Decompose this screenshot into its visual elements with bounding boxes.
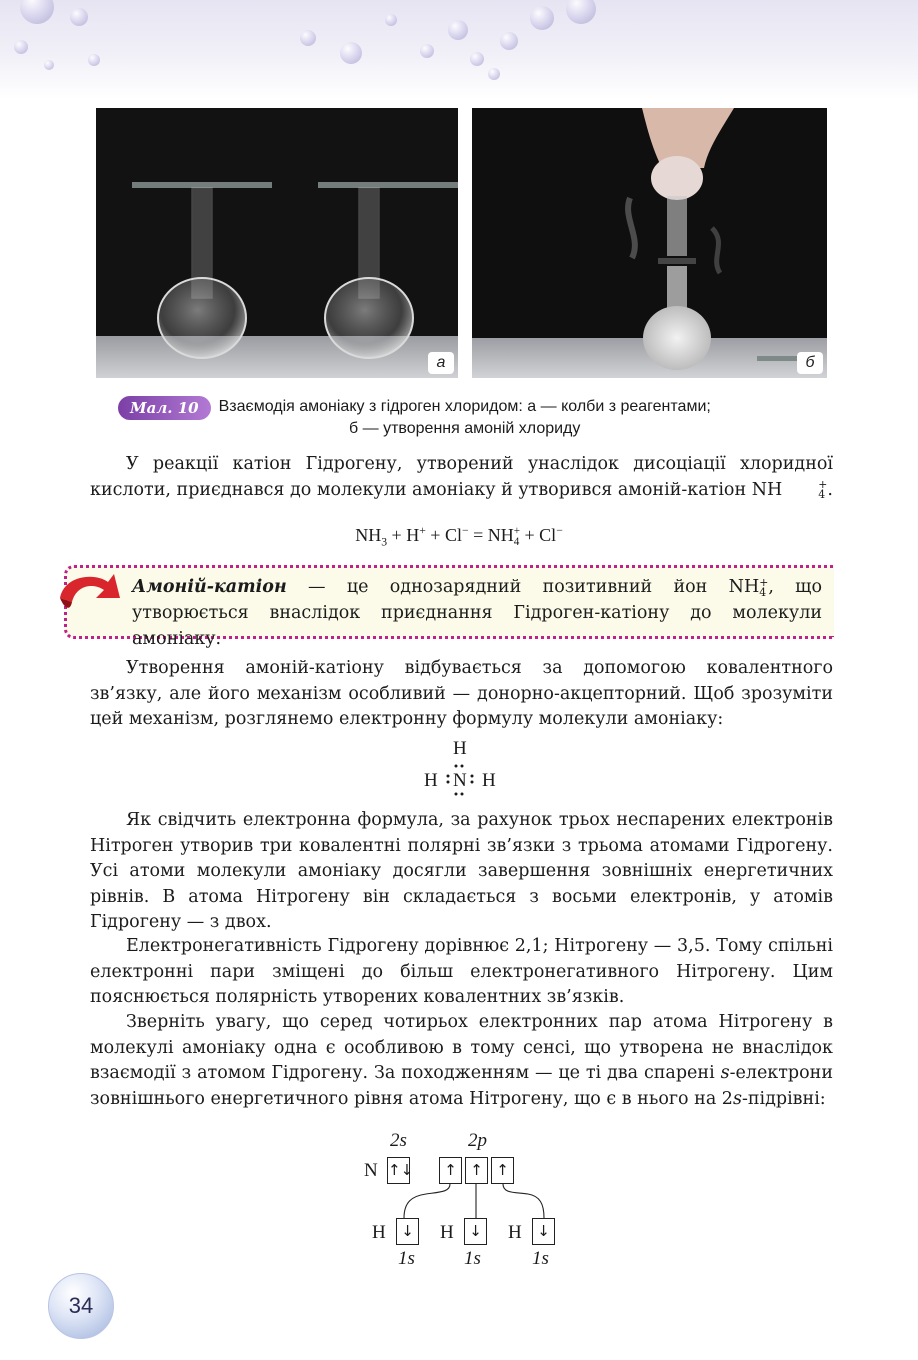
label-1s-1: 1s	[398, 1248, 415, 1269]
label-h-1: H	[372, 1222, 386, 1243]
label-1s-2: 1s	[464, 1248, 481, 1269]
header-decoration	[0, 0, 918, 100]
paragraph-1: У реакції катіон Гідрогену, утворений унаслідок дисоціації хлоридної кислоти, приєднався до молекули амоніаку й утворився амоній-катіон NH + 4 .	[90, 454, 833, 502]
paragraph-3: Як свідчить електронна формула, за рахунок трьох неспарених електронів Нітроген утворив три ковалентні полярні зв’язки з трьома атомами Гідрогену. Усі атоми молекули амоніаку досягли завершення зовнішніх енергетичних рівнів. В атома Нітрогену він складається з восьми електронів, у атомів Гідрогену — з двох.	[90, 810, 833, 933]
figure-tag: Мал. 10	[118, 396, 211, 420]
cell-h-3: ↓	[532, 1218, 555, 1245]
formula-nh4: NH + 4	[751, 478, 828, 502]
label-2p: 2p	[468, 1130, 487, 1151]
lewis-n: N	[453, 770, 467, 791]
cell-h-2: ↓	[464, 1218, 487, 1245]
lewis-h-right: H	[482, 770, 496, 791]
paragraph-5: Зверніть увагу, що серед чотирьох електронних пар атома Нітрогену в молекулі амоніаку одна є особливою в тому сенсі, що утворена не внаслідок взаємодії з атомом Гідрогену. За походженням — це ті два спарені s-електрони зовнішнього енергетичного рівня атома Нітрогену, що є в нього на 2s-підрівні:	[90, 1012, 833, 1109]
caption-text	[219, 396, 711, 440]
cell-2p-2: ↑	[465, 1157, 488, 1184]
photo-ammonium-chloride-formation	[472, 108, 827, 378]
photo-a-label: а	[428, 352, 454, 374]
page-number: 34	[48, 1273, 114, 1339]
paragraph-4: Електронегативність Гідрогену дорівнює 2,1; Нітрогену — 3,5. Тому спільні електронні пари зміщені до більш електронегативного Нітрогену. Цим пояснюється полярність утворених ковалентних зв’язків.	[90, 936, 833, 1008]
lewis-structure-ammonia	[420, 738, 500, 798]
cell-2p-1: ↑	[439, 1157, 462, 1184]
label-1s-3: 1s	[532, 1248, 549, 1269]
label-2s: 2s	[390, 1130, 407, 1151]
arrow-icon	[54, 568, 124, 618]
caption-line-1: Взаємодія амоніаку з гідроген хлоридом: а — колби з реагентами;	[218, 398, 711, 415]
lewis-h-left: H	[424, 770, 438, 791]
cell-2p-3: ↑	[491, 1157, 514, 1184]
cell-2s: ↑↓	[387, 1157, 410, 1184]
label-n: N	[364, 1160, 378, 1181]
figure-caption	[118, 396, 838, 440]
reaction-equation: $NH_3 + H^+ + Cl^-$ = NH + 4 + Cl−	[355, 524, 563, 549]
photo-flasks-with-reagents	[96, 108, 458, 378]
orbital-diagram	[356, 1128, 576, 1270]
definition-term: Амоній-катіон	[132, 577, 287, 597]
caption-line-2: б — утворення амоній хлориду	[349, 420, 581, 437]
label-h-2: H	[440, 1222, 454, 1243]
lewis-electron-dots	[420, 738, 500, 802]
lewis-h-top: H	[453, 738, 467, 759]
label-h-3: H	[508, 1222, 522, 1243]
cell-h-1: ↓	[396, 1218, 419, 1245]
photo-b-label: б	[797, 352, 823, 374]
paragraph-2: Утворення амоній-катіону відбувається за допомогою ковалентного зв’язку, але його механізм особливий — донорно-акцепторний. Щоб зрозуміти цей механізм, розглянемо електронну формулу молекули амоніаку:	[90, 658, 833, 730]
definition-text: Амоній-катіон — це однозарядний позитивний йон NH + 4 , що утворюється внаслідок приєднання Гідроген-катіону до молекули амоніаку.	[132, 575, 822, 649]
